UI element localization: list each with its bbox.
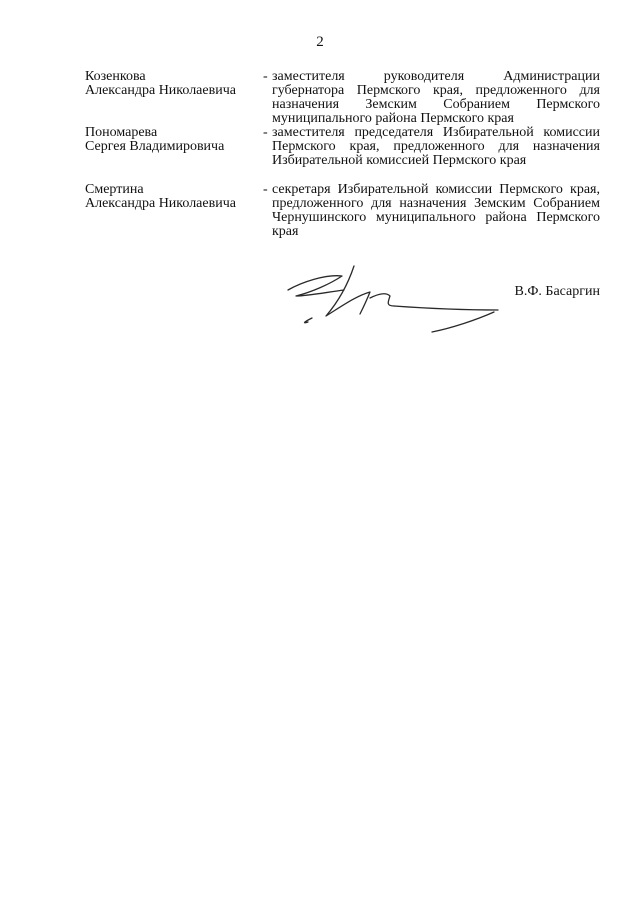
appointee-surname: Козенкова bbox=[85, 69, 146, 84]
appointee-name-patronymic: Сергея Владимировича bbox=[85, 139, 225, 154]
page-number: 2 bbox=[316, 34, 324, 50]
appointee-name bbox=[85, 70, 260, 98]
list-dash: - bbox=[263, 125, 268, 140]
appointee-name bbox=[85, 183, 260, 211]
appointee-position bbox=[263, 70, 600, 126]
appointee-name bbox=[85, 126, 260, 154]
appointee-surname: Пономарева bbox=[85, 125, 158, 140]
signer-name: В.Ф. Басаргин bbox=[514, 284, 600, 299]
list-dash: - bbox=[263, 69, 268, 84]
position-description: секретаря Избирательной комиссии Пермского края, предложенного для назначения Земским Собранием Чернушинского муниципального района Пермского края bbox=[272, 182, 600, 239]
list-dash: - bbox=[263, 182, 268, 197]
position-description: заместителя председателя Избирательной комиссии Пермского края, предложенного для назначения Избирательной комиссией Пермского края bbox=[272, 125, 600, 168]
appointee-name-patronymic: Александра Николаевича bbox=[85, 83, 236, 98]
appointee-position bbox=[263, 126, 600, 168]
appointee-surname: Смертина bbox=[85, 182, 144, 197]
handwritten-signature bbox=[282, 262, 504, 338]
position-description: заместителя руководителя Администрации губернатора Пермского края, предложенного для назначения Земским Собранием Пермского муниципального района Пермского края bbox=[272, 69, 600, 126]
appointee-position bbox=[263, 183, 600, 239]
appointee-name-patronymic: Александра Николаевича bbox=[85, 196, 236, 211]
